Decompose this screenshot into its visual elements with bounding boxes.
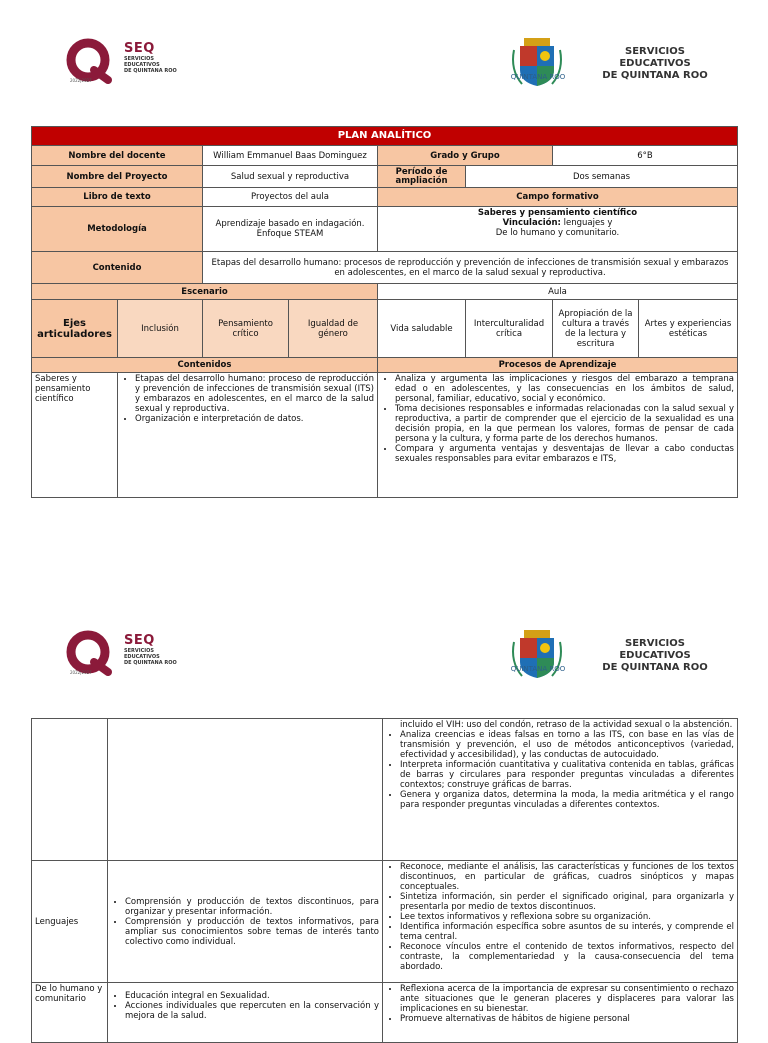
plan-table [31,126,738,498]
row2-campo: Lenguajes [32,861,108,983]
seq-block [124,41,177,74]
services-title-line1: SERVICIOS EDUCATIVOS [619,46,691,69]
list-item: • Reflexiona acerca de la importancia de expresar su consentimiento o rechazo ante situaciones que le generan placeres y displaceres para valorar las implicaciones en su bienestar. [400,984,734,1014]
list-item: • Interpreta información cuantitativa y cualitativa contenida en tablas, gráficas de barras y circulares para responder preguntas vinculadas a diferentes contextos; construye gráficas de barras. [400,760,734,790]
list-item: • Analiza creencias e ideas falsas en torno a las ITS, con base en las vías de transmisión y prevención, el uso de métodos anticonceptivos (variedad, efectividad y accesibilidad), y las conductas de autocuidado. [400,730,734,760]
services-title-line2: DE QUINTANA ROO [602,662,708,673]
services-title-line2: DE QUINTANA ROO [602,70,708,81]
quintana-roo-seal-icon [508,34,566,94]
docente-value: William Emmanuel Baas Dominguez [203,146,378,166]
ejes-label: Ejes articuladores [32,300,118,358]
seq-title: SEQ [124,633,155,648]
list-item: • Reconoce vínculos entre el contenido de textos informativos, respecto del contraste, la complementariedad y la causa-consecuencia del tema abordado. [400,942,734,972]
logo-years: 2022|2027 [70,670,92,675]
row3-procesos [383,983,738,1043]
contenido-value: Etapas del desarrollo humano: procesos de reproducción y prevención de infecciones de transmisión sexual y embarazos en adolescentes, en el marco de la salud sexual y reproductiva. [203,252,738,284]
list-item: • Reconoce, mediante el análisis, las características y funciones de los textos discontinuos, en particular de gráficas, cuadros sinópticos y mapas conceptuales. [400,862,734,892]
proyecto-label: Nombre del Proyecto [32,166,203,188]
list-item: • Etapas del desarrollo humano: proceso de reproducción y prevención de infecciones de transmisión sexual (ITS) y embarazos en adolescentes, en el marco de la salud sexual y reproductiva. [135,374,374,414]
campo-value [378,207,738,252]
services-title [590,638,720,674]
row1-contenidos [118,373,378,498]
row2-contenidos [108,861,383,983]
list-item: • Acciones individuales que repercuten en la conservación y mejora de la salud. [125,1001,379,1021]
seq-sub3: DE QUINTANA ROO [124,68,177,74]
plan-title: PLAN ANALÍTICO [32,127,738,146]
seal-caption: QUINTANA ROO [510,665,566,673]
docente-label: Nombre del docente [32,146,203,166]
escenario-label: Escenario [32,284,378,300]
list-item: • Promueve alternativas de hábitos de higiene personal [400,1014,734,1024]
eje-pensamiento-critico: Pensamiento crítico [203,300,289,358]
seq-sub2: EDUCATIVOS [124,62,160,68]
periodo-value: Dos semanas [466,166,738,188]
services-title [590,46,720,82]
contenidos-header: Contenidos [32,358,378,373]
libro-value: Proyectos del aula [203,188,378,207]
seq-sub1: SERVICIOS [124,56,154,62]
campo-main: Saberes y pensamiento científico [477,208,638,218]
seq-block [124,633,177,666]
campo-vinculacion [381,218,734,228]
grado-value: 6°B [553,146,738,166]
grado-label: Grado y Grupo [378,146,553,166]
row1-procesos [378,373,738,498]
proyecto-value: Salud sexual y reproductiva [203,166,378,188]
row3-contenidos [108,983,383,1043]
list-item: • Genera y organiza datos, determina la moda, la media aritmética y el rango para responder preguntas vinculadas a diferentes contextos. [400,790,734,810]
campo-vinc-value: lenguajes y [563,218,613,228]
row2-procesos [383,861,738,983]
eje-inclusion: Inclusión [118,300,203,358]
contenido-label: Contenido [32,252,203,284]
escenario-value: Aula [378,284,738,300]
list-item: • Educación integral en Sexualidad. [125,991,379,1001]
seq-sub3: DE QUINTANA ROO [124,660,177,666]
row1-continuation: incluido el VIH: uso del condón, retraso de la actividad sexual o la abstención. [400,720,733,730]
list-item: • Lee textos informativos y reflexiona sobre su organización. [400,912,734,922]
page2-header [0,620,768,700]
seal-caption: QUINTANA ROO [510,73,566,81]
procesos-header: Procesos de Aprendizaje [378,358,738,373]
eje-interculturalidad: Interculturalidad crítica [466,300,553,358]
seq-sub2: EDUCATIVOS [124,654,160,660]
seq-sub1: SERVICIOS [124,648,154,654]
list-item: • Analiza y argumenta las implicaciones y riesgos del embarazo a temprana edad o en adolescentes, y las consecuencias en los ámbitos de salud, personal, familiar, educativo, social y económico. [395,374,734,404]
list-item: • Comprensión y producción de textos informativos, para ampliar sus conocimientos sobre temas de interés tanto colectivo como individual. [125,917,379,947]
eje-igualdad-genero: Igualdad de género [289,300,378,358]
list-item: • Toma decisiones responsables e informadas relacionadas con la salud sexual y reproductiva, a partir de comprender que el ejercicio de la sexualidad es una decisión propia, en la que permean los valores, formas de pensar de cada persona y la cultura, y forma parte de los derechos humanos. [395,404,734,444]
eje-vida-saludable: Vida saludable [378,300,466,358]
row3-campo: De lo humano y comunitario [32,983,108,1043]
seq-title: SEQ [124,41,155,56]
list-item: • Organización e interpretación de datos. [135,414,374,424]
campo-vinc-label: Vinculación: [502,218,561,228]
row1-procesos-cont [383,719,738,861]
quintana-roo-seal-icon [508,626,566,686]
page1-header [0,28,768,108]
list-item: • Identifica información específica sobre asuntos de su interés, y comprende el tema central. [400,922,734,942]
row1-campo-cont [32,719,108,861]
metodologia-label: Metodología [32,207,203,252]
row1-campo: Saberes y pensamiento científico [32,373,118,498]
logo-years: 2022|2027 [70,78,92,83]
libro-label: Libro de texto [32,188,203,207]
eje-apropiacion-cultura: Apropiación de la cultura a través de la lectura y escritura [553,300,639,358]
qroo-q-logo-icon [64,628,120,684]
qroo-q-logo-icon [64,36,120,92]
campo-line3: De lo humano y comunitario. [495,228,620,238]
row1-contenidos-cont [108,719,383,861]
list-item: • Sintetiza información, sin perder el significado original, para organizarla y presentarla por medio de textos discontinuos. [400,892,734,912]
eje-artes: Artes y experiencias estéticas [639,300,738,358]
metodologia-value: Aprendizaje basado en indagación. Enfoque STEAM [203,207,378,252]
list-item: • Compara y argumenta ventajas y desventajas de llevar a cabo conductas sexuales responsables para evitar embarazos e ITS, [395,444,734,464]
services-title-line1: SERVICIOS EDUCATIVOS [619,638,691,661]
campo-label: Campo formativo [378,188,738,207]
periodo-label: Período de ampliación [378,166,466,188]
list-item: • Comprensión y producción de textos discontinuos, para organizar y presentar información. [125,897,379,917]
plan-table-continued [31,718,738,1043]
